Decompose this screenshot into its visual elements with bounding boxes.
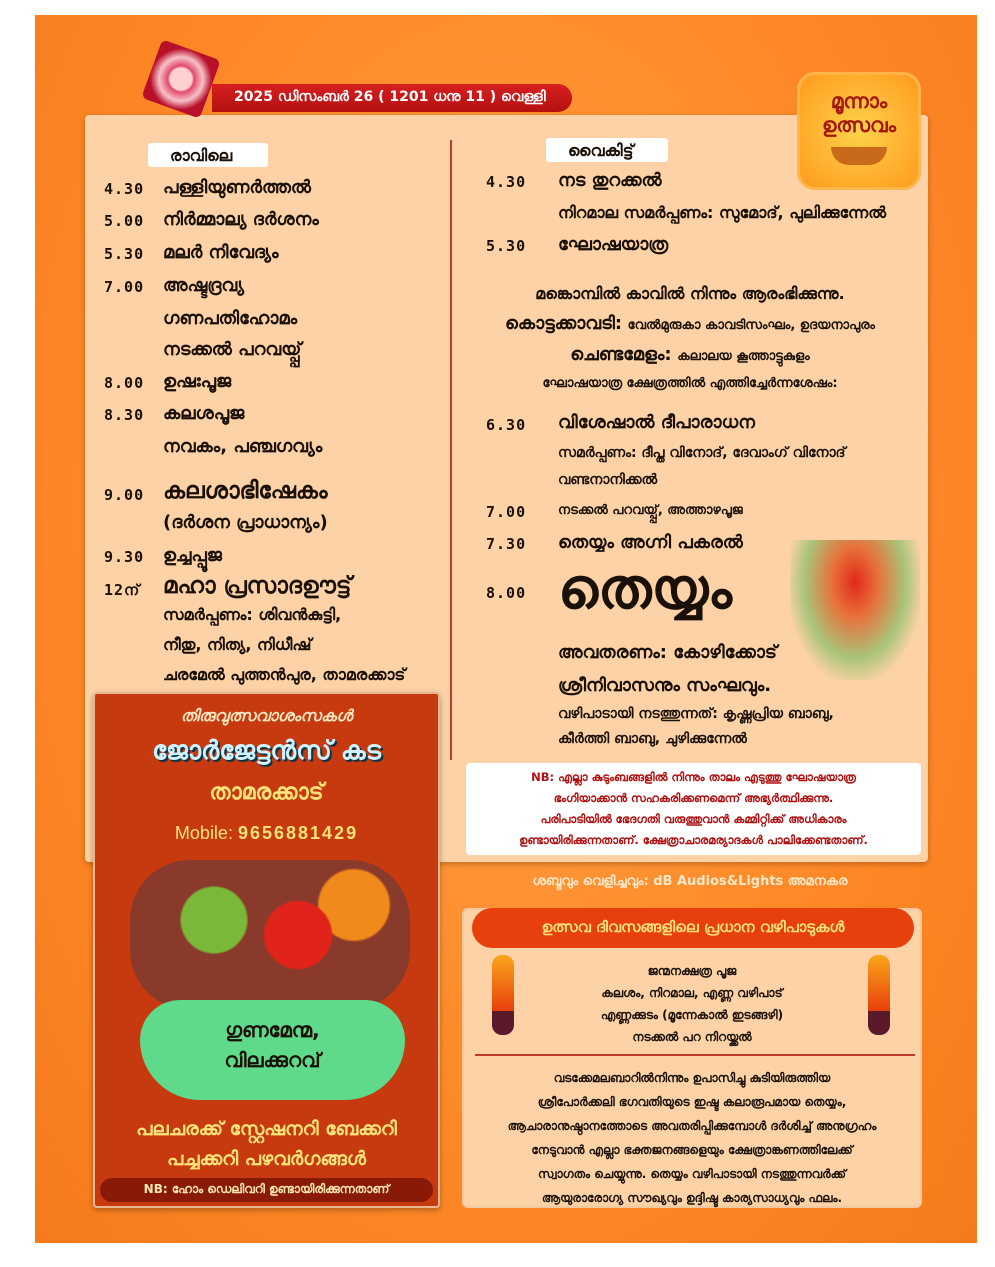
quality-line1: ഗുണമേന്മ, (225, 1018, 320, 1042)
event: ചരമേൽ പുത്തൻപുര, താമരക്കാട് (163, 665, 406, 684)
time: 4.30 (486, 173, 527, 191)
theyyam-invitation (462, 1066, 922, 1210)
nb-notice (466, 763, 921, 855)
event: തെയ്യം അഗ്നി പകരൽ (558, 532, 743, 553)
performer: ശ്രീനിവാസനും സംഘവും. (558, 675, 772, 696)
time: 5.00 (104, 212, 145, 230)
event: സമർപ്പണം: ശിവൻകുട്ടി, (163, 605, 342, 624)
ornamental-divider (475, 1054, 915, 1056)
goods-line1: പലചരക്ക് സ്റ്റേഷനറി ബേക്കറി (136, 1118, 397, 1140)
invitation-line: സ്വാഗതം ചെയ്യുന്നു. തെയ്യം വഴിപാടായി നടത്തുന്നവർക്ക് (538, 1167, 846, 1181)
offerings-list (462, 960, 922, 1048)
time: 5.30 (104, 245, 145, 263)
time: 9.00 (104, 486, 145, 504)
offering-item: ജന്മനക്ഷത്ര പൂജ (647, 964, 737, 978)
event: നീതു, നിത്യ, നിധീഷ് (163, 635, 312, 654)
home-delivery-note: NB: ഹോം ഡെലിവറി ഉണ്ടായിരിക്കുന്നതാണ് (100, 1178, 433, 1202)
event: നട തുറക്കൽ (558, 170, 662, 191)
nb-line: ഭംഗിയാക്കാൻ സഹകരിക്കണമെന്ന് അഭ്യർത്ഥിക്കുന്നു. (553, 791, 834, 805)
invitation-line: ശ്രീപോർക്കലി ഭഗവതിയുടെ ഇഷ്ട കലാരൂപമായ തെയ്യം, (537, 1095, 847, 1109)
badge-line1: മൂന്നാം (830, 89, 888, 113)
chendamelam-text: കലാലയ കൂത്താട്ടുകുളം (677, 349, 810, 364)
oil-lamp-icon (831, 147, 887, 165)
divider-line (450, 140, 452, 760)
theyyam-title: തെയ്യം (558, 556, 732, 622)
time: 7.30 (486, 535, 527, 553)
badge-line2: ഉത്സവം (822, 113, 896, 137)
quality-line2: വിലക്കുറവ് (224, 1048, 321, 1072)
invitation-line: ആചാരാനുഷ്ഠാനത്തോടെ അവതരിപ്പിക്കുമ്പോൾ ദർശിച്ച് അനുഗ്രഹം (507, 1119, 877, 1133)
offering-item: എണ്ണക്കുടം (മൂന്നേകാൽ ഇടങ്ങഴി) (600, 1008, 784, 1022)
event-sub: നിറമാല സമർപ്പണം: സുമോദ്, പുലിക്കുന്നേൽ (558, 203, 887, 222)
time: 5.30 (486, 237, 527, 255)
vegetables-image (130, 860, 410, 1010)
theyyam-image (790, 540, 920, 680)
time: 7.00 (486, 503, 527, 521)
event-sub: വണ്ടനാനിക്കൽ (558, 472, 658, 488)
goods-line2: പച്ചക്കറി പഴവർഗങ്ങൾ (166, 1148, 366, 1170)
event: (ദർശന പ്രാധാന്യം) (163, 512, 328, 533)
date-banner: 2025 ഡിസംബർ 26 ( 1201 ധനു 11 ) വെള്ളി (212, 84, 572, 112)
event: ഗണപതിഹോമം (163, 308, 298, 329)
time: 8.00 (486, 584, 527, 602)
event: ഘോഷയാത്ര (558, 234, 669, 255)
time: 6.30 (486, 416, 527, 434)
invitation-line: നേടുവാൻ എല്ലാ ഭക്തജനങ്ങളെയും ക്ഷേത്രാങ്കണത്തിലേക്ക് (531, 1143, 853, 1157)
event: കലശപൂജ (163, 403, 245, 424)
nb-line: NB: എല്ലാ കുടുംബങ്ങളിൽ നിന്നും താലം എടുത്തു ഘോഷയാത്ര (531, 770, 856, 784)
shop-place: താമരക്കാട് (209, 780, 324, 805)
after-procession: ഘോഷയാത്ര ക്ഷേത്രത്തിൽ എത്തിച്ചേർന്നശേഷം: (542, 376, 838, 391)
nb-line: പരിപാടിയിൽ ഭേദഗതി വരുത്തുവാൻ കമ്മിറ്റിക്ക് അധികാരം (540, 812, 847, 826)
shop-name: ജോർജേട്ടൻസ് കട (152, 736, 381, 766)
time: 8.00 (104, 374, 145, 392)
event: ഉച്ചപ്പൂജ (163, 545, 222, 566)
time: 9.30 (104, 548, 145, 566)
event: നിർമ്മാല്യ ദർശനം (163, 209, 319, 230)
chendamelam-label: ചെണ്ടമേളം: (570, 344, 672, 365)
event-sub: സമർപ്പണം: ദീപ്ത വിനോദ്, ദേവാംഗ് വിനോദ് (558, 445, 846, 461)
event: നടക്കൽ പറവയ്പ്പ്, അത്താഴപൂജ (558, 503, 743, 518)
time: 12ന് (104, 581, 141, 599)
morning-label: രാവിലെ (148, 143, 268, 167)
offering-item: കലശം, നിറമാല, എണ്ണ വഴിപാട് (601, 986, 783, 1000)
sound-credit: ശബ്ദവും വെളിച്ചവും: dB Audios&Lights അമനകര (532, 874, 848, 889)
offerings-title: ഉത്സവ ദിവസങ്ങളിലെ പ്രധാന വഴിപാടുകൾ (472, 908, 914, 948)
event: മലർ നിവേദ്യം (163, 242, 279, 263)
event: മഹാ പ്രസാദഊട്ട് (163, 573, 352, 599)
event: നവകം, പഞ്ചഗവ്യം (163, 436, 323, 457)
performer: അവതരണം: കോഴിക്കോട് (558, 642, 778, 663)
festival-day-badge (797, 72, 921, 190)
event: വിശേഷാൽ ദീപാരാധന (558, 412, 755, 433)
event: ഉഷഃപൂജ (163, 371, 232, 392)
time: 7.00 (104, 278, 145, 296)
invitation-line: ആയുരാരോഗ്യ സൗഖ്യവും ഉദ്ദിഷ്ട കാര്യസാധ്യവും ഫലം. (541, 1191, 843, 1205)
procession-start: മങ്കൊമ്പിൽ കാവിൽ നിന്നും ആരംഭിക്കുന്നു. (535, 284, 845, 303)
kavadi-text: വേൽമുരുകാ കാവടിസംഘം, ഉദയനാപുരം (627, 318, 875, 333)
event: അഷ്ടദ്രവ്യ (163, 275, 244, 296)
kavadi-label: കൊട്ടക്കാവടി: (505, 313, 623, 334)
time: 4.30 (104, 180, 145, 198)
nb-line: ഉണ്ടായിരിക്കുന്നതാണ്. ക്ഷേത്രാചാരമര്യാദകൾ പാലിക്കേണ്ടതാണ്. (519, 833, 868, 847)
mobile-number: 9656881429 (237, 823, 359, 843)
sponsor: കീർത്തി ബാബു, ചുഴിക്കുന്നേൽ (558, 731, 747, 747)
time: 8.30 (104, 406, 145, 424)
event: പള്ളിയുണർത്തൽ (163, 177, 311, 198)
mobile-label: Mobile: (174, 823, 233, 843)
ad-greeting: തിരുവുത്സവാശംസകൾ (180, 706, 353, 725)
offering-item: നടക്കൽ പറ നിറയ്ക്കൽ (632, 1030, 752, 1044)
evening-label: വൈകിട്ട് (546, 138, 668, 162)
sponsor: വഴിപാടായി നടത്തുന്നത്: കൃഷ്ണപ്രിയ ബാബു, (558, 706, 834, 722)
event: കലശാഭിഷേകം (163, 478, 328, 504)
event: നടക്കൽ പറവയ്പ്പ് (163, 339, 302, 360)
invitation-line: വടക്കേമലബാറിൽനിന്നും ഉപാസിച്ചു കുടിയിരുത്തിയ (553, 1071, 831, 1085)
